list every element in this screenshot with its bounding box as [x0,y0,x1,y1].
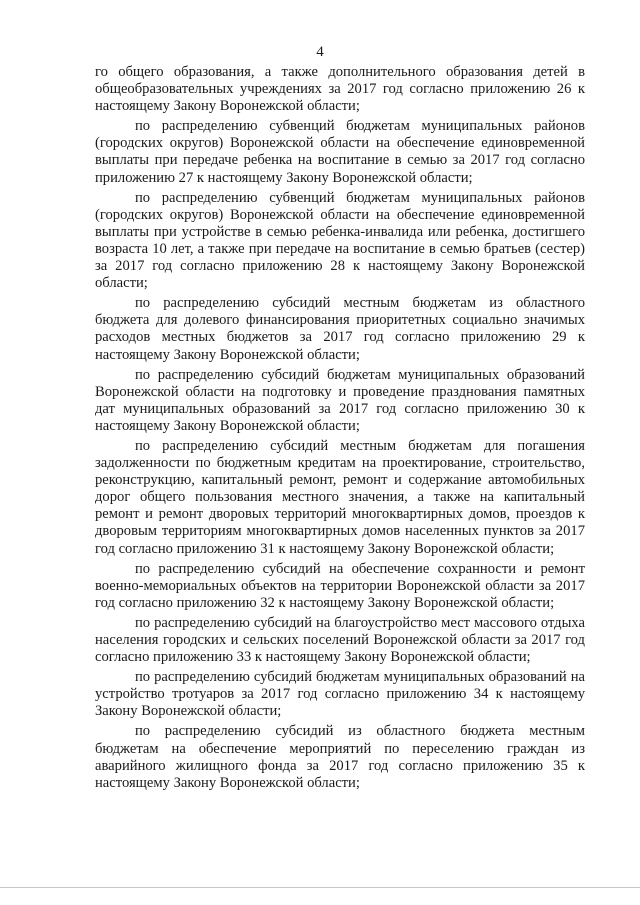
paragraph-appendix-27: по распределению субвенций бюджетам муниципальных районов (городских округов) Воронежской области на обеспечение единовременной выплаты при передаче ребенка на воспитание в семью за 2017 год согласно приложению 27 к настоящему Закону Воронежской области; [95,118,585,186]
paragraph-appendix-32: по распределению субсидий на обеспечение сохранности и ремонт военно-мемориальных объектов на территории Воронежской области за 2017 год согласно приложению 32 к настоящему Закону Воронежской области; [95,560,585,611]
document-body [95,64,585,795]
paragraph-appendix-30: по распределению субсидий бюджетам муниципальных образований Воронежской области на подготовку и проведение празднования памятных дат муниципальных образований за 2017 год согласно приложению 30 к настоящему Закону Воронежской области; [95,366,585,434]
paragraph-appendix-31: по распределению субсидий местным бюджетам для погашения задолженности по бюджетным кредитам на проектирование, строительство, реконструкцию, капитальный ремонт, ремонт и содержание автомобильных дорог общего пользования местного значения, а также на капитальный ремонт и ремонт дворовых территорий многоквартирных домов, проездов к дворовым территориям многоквартирных домов населенных пунктов за 2017 год согласно приложению 31 к настоящему Закону Воронежской области; [95,437,585,557]
paragraph-appendix-34: по распределению субсидий бюджетам муниципальных образований на устройство тротуаров за 2017 год согласно приложению 34 к настоящему Закону Воронежской области; [95,669,585,720]
paragraph-continuation: го общего образования, а также дополнительного образования детей в общеобразовательных учреждениях за 2017 год согласно приложению 26 к настоящему Закону Воронежской области; [95,64,585,115]
scan-edge-line [0,887,640,888]
paragraph-appendix-28: по распределению субвенций бюджетам муниципальных районов (городских округов) Воронежской области на обеспечение единовременной выплаты при устройстве в семью ребенка-инвалида или ребенка, достигшего возраста 10 лет, а также при передаче на воспитание в семью братьев (сестер) за 2017 год согласно приложению 28 к настоящему Закону Воронежской области; [95,189,585,292]
paragraph-appendix-33: по распределению субсидий на благоустройство мест массового отдыха населения городских и сельских поселений Воронежской области за 2017 год согласно приложению 33 к настоящему Закону Воронежской области; [95,614,585,666]
paragraph-appendix-29: по распределению субсидий местным бюджетам из областного бюджета для долевого финансирования приоритетных социально значимых расходов местных бюджетов за 2017 год согласно приложению 29 к настоящему Закону Воронежской области; [95,295,585,363]
page-number: 4 [316,44,324,60]
paragraph-appendix-35: по распределению субсидий из областного бюджета местным бюджетам на обеспечение мероприятий по переселению граждан из аварийного жилищного фонда за 2017 год согласно приложению 35 к настоящему Закону Воронежской области; [95,723,585,791]
